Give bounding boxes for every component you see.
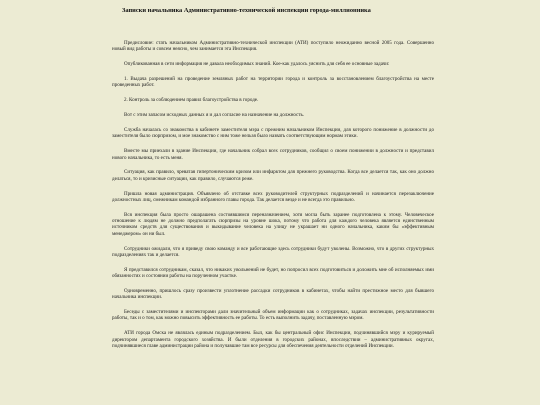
paragraph: Вся инспекция была просто ошарашена состоявшимся переназначением, хотя могла быть заранее подготовлена к этому. Человеческое отношение к людям не должно предполагать сюрпризы на уровне шока, потому что работа для каждого человека является единственным источником средств для существования и выкидывание человека на улицу не украшает ни одного начальника, каким бы «эффективным менеджером» он ни был. [112, 211, 434, 237]
paragraph: Одновременно, пришлось сразу произвести уплотнение рассадки сотрудников в кабинетах, чтобы найти престижное место для бывшего начальника инспекции. [112, 287, 434, 301]
paragraph: Предисловие: стать начальником Административно-технической инспекции (АТИ) поступило неожиданно весной 2005 года. Совершенно новый вид работы и совсем неясно, чем занимается эта Инспекция. [112, 40, 434, 53]
document-title: Записки начальника Административно-технической инспекции города-миллионника [122, 7, 371, 14]
paragraph: Беседы с заместителями и инспекторами дали значительный объем информации как о сотрудниках, задачах инспекции, результативности работы, так и о том, как можно повысить эффективность ее работы. То есть выполнить задачу, поставленную мэром. [112, 309, 434, 322]
paragraph: Пришла новая администрация. Объявлено об отставке всех руководителей структурных подразделений и начинается перезаключение должностных лиц, смежникам командой избранного главы города. Так делается везде и не всегда это правильно. [112, 190, 434, 203]
paragraph: Вместе мы приехали в здание Инспекции, где начальник собрал всех сотрудников, сообщил о своем понижении в должности и представил нового начальника, то есть меня. [112, 148, 434, 161]
paragraph: Ситуация, как правило, чреватая гипертоническим кризом или инфарктом для прежнего руководства. Когда все делается так, как оно должно делаться, то и кризисные ситуации, как правило, случаются реже. [112, 169, 434, 182]
paragraph: Я представился сотрудникам, сказал, что никаких увольнений не будет, но попросил всех подготовиться и доложить мне об исполняемых ими обязанностях и состоянии работы на порученном участке. [112, 266, 434, 280]
document-body [112, 40, 434, 358]
paragraph: 2. Контроль за соблюдением правил благоустройства в городе. [124, 97, 259, 104]
paragraph: Опубликованная в сети информация не давала необходимых знаний. Кое-как удалось уяснить для себя ее основные задачи: [124, 61, 390, 68]
paragraph: 1. Выдача разрешений на проведение земляных работ на территории города и контроль за восстановлением благоустройства на месте проведенных работ. [112, 76, 434, 89]
paragraph: Вот с этим запасом исходных данных я и дал согласие на назначение на должность. [124, 112, 305, 119]
paragraph: АТИ города Омска не являлась единым подразделением. Был, как бы центральный офис Инспекции, подчинявшийся мэру и курируемый директором департамента городского хозяйства. И были отделения в городских районах, впоследствии – административных округах, подчинявшиеся главе администрации района и получавшие там все ресурсы для обеспечения деятельности отделений Инспекции. [112, 330, 434, 349]
paragraph: Сотрудники ожидали, что я приведу свою команду и все работающие здесь сотрудники будут уволены. Возможно, что в других структурных подразделениях так и делается. [112, 245, 434, 258]
paragraph: Служба началась со знакомства в кабинете заместителя мэра с прежним начальником Инспекции, для которого понижение в должности до заместителя было сюрпризом, и мое знакомство с ним тоже нельзя было назвать соответствующим нормам этики. [112, 127, 434, 140]
